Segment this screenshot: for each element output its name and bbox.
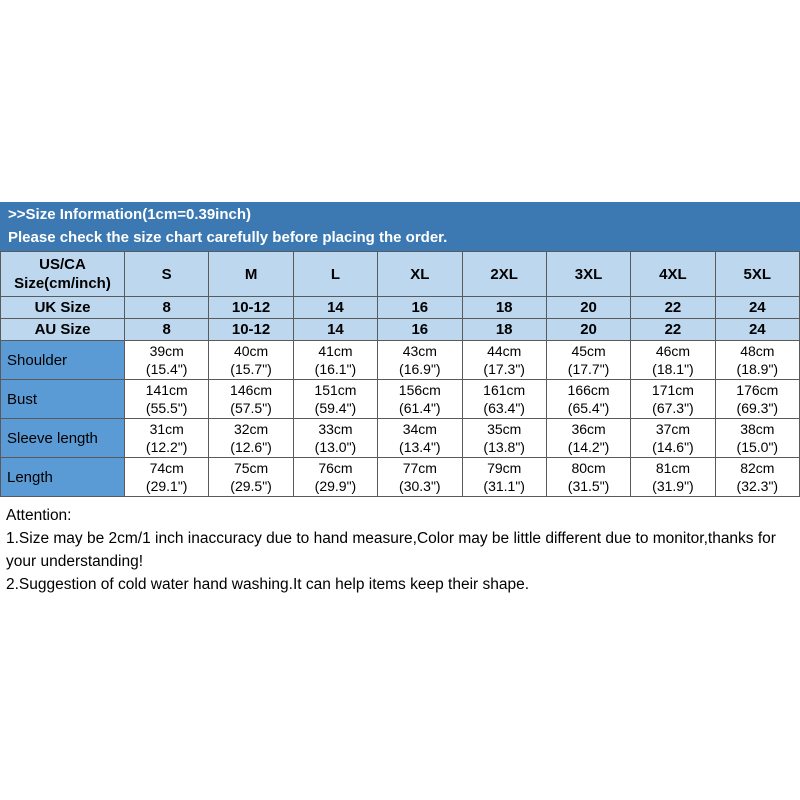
measurement-cm: 81cm bbox=[655, 460, 691, 476]
measurement-cell bbox=[546, 458, 630, 497]
au-size-row bbox=[1, 319, 800, 341]
measurement-inch: (18.9") bbox=[736, 361, 779, 377]
measurement-cell bbox=[209, 380, 293, 419]
size-col-header: XL bbox=[378, 252, 462, 297]
measurement-cell bbox=[631, 380, 715, 419]
measurement-inch: (29.9") bbox=[314, 478, 357, 494]
measurement-cell bbox=[631, 458, 715, 497]
banner-title: >>Size Information(1cm=0.39inch) bbox=[8, 206, 251, 223]
au-size-cell: 16 bbox=[378, 319, 462, 341]
measurement-inch: (67.3") bbox=[652, 400, 694, 416]
table-row-sleeve-length bbox=[1, 419, 800, 458]
measurement-label: Shoulder bbox=[1, 341, 125, 380]
measurement-cm: 151cm bbox=[314, 382, 357, 398]
measurement-inch: (31.1") bbox=[483, 478, 525, 494]
attention-title: Attention: bbox=[6, 507, 72, 524]
measurement-cell bbox=[546, 419, 630, 458]
measurement-cm: 41cm bbox=[318, 343, 353, 359]
measurement-cm: 141cm bbox=[145, 382, 188, 398]
measurement-label: Sleeve length bbox=[1, 419, 125, 458]
measurement-cell bbox=[293, 341, 377, 380]
measurement-label: Length bbox=[1, 458, 125, 497]
measurement-inch: (17.7") bbox=[567, 361, 610, 377]
measurement-cm: 44cm bbox=[487, 343, 522, 359]
measurement-inch: (69.3") bbox=[736, 400, 779, 416]
measurement-inch: (31.5") bbox=[567, 478, 610, 494]
size-col-header: M bbox=[209, 252, 293, 297]
measurement-inch: (18.1") bbox=[652, 361, 694, 377]
uk-size-row bbox=[1, 297, 800, 319]
size-col-header: 3XL bbox=[546, 252, 630, 297]
measurement-cm: 33cm bbox=[318, 421, 353, 437]
corner-line1: US/CA bbox=[39, 256, 86, 273]
table-row-bust bbox=[1, 380, 800, 419]
measurement-inch: (16.9") bbox=[399, 361, 441, 377]
measurement-inch: (32.3") bbox=[736, 478, 779, 494]
au-size-cell: 24 bbox=[715, 319, 799, 341]
measurement-cell bbox=[378, 341, 462, 380]
measurement-cm: 156cm bbox=[398, 382, 441, 398]
corner-header bbox=[1, 252, 125, 297]
measurement-cm: 176cm bbox=[736, 382, 779, 398]
measurement-cell bbox=[715, 458, 799, 497]
measurement-cell bbox=[378, 419, 462, 458]
measurement-cell bbox=[125, 419, 209, 458]
measurement-inch: (13.0") bbox=[314, 439, 357, 455]
measurement-cm: 74cm bbox=[149, 460, 184, 476]
measurement-cm: 32cm bbox=[233, 421, 269, 437]
measurement-cell bbox=[125, 341, 209, 380]
measurement-cell bbox=[462, 341, 546, 380]
measurement-inch: (15.4") bbox=[145, 361, 188, 377]
measurement-inch: (14.6") bbox=[652, 439, 694, 455]
measurement-cm: 75cm bbox=[233, 460, 269, 476]
measurement-inch: (15.0") bbox=[736, 439, 779, 455]
measurement-cm: 48cm bbox=[740, 343, 775, 359]
measurement-cm: 146cm bbox=[230, 382, 273, 398]
uk-size-cell: 16 bbox=[378, 297, 462, 319]
measurement-cell bbox=[462, 380, 546, 419]
measurement-cell bbox=[546, 380, 630, 419]
size-col-header: 5XL bbox=[715, 252, 799, 297]
measurement-cm: 34cm bbox=[402, 421, 437, 437]
measurement-cell bbox=[715, 419, 799, 458]
uk-size-cell: 10-12 bbox=[209, 297, 293, 319]
au-size-cell: 22 bbox=[631, 319, 715, 341]
table-row-length bbox=[1, 458, 800, 497]
measurement-cell bbox=[378, 458, 462, 497]
measurement-inch: (55.5") bbox=[145, 400, 188, 416]
measurement-cell bbox=[631, 419, 715, 458]
measurement-cell bbox=[209, 458, 293, 497]
uk-size-cell: 14 bbox=[293, 297, 377, 319]
measurement-cm: 161cm bbox=[483, 382, 526, 398]
measurement-inch: (13.8") bbox=[483, 439, 525, 455]
au-size-cell: 8 bbox=[125, 319, 209, 341]
measurement-cell bbox=[462, 458, 546, 497]
size-col-header: L bbox=[293, 252, 377, 297]
uk-size-cell: 18 bbox=[462, 297, 546, 319]
au-size-cell: 20 bbox=[546, 319, 630, 341]
measurement-cell bbox=[293, 458, 377, 497]
table-header-row bbox=[1, 252, 800, 297]
uk-size-label: UK Size bbox=[1, 297, 125, 319]
measurement-inch: (13.4") bbox=[399, 439, 441, 455]
measurement-cm: 46cm bbox=[655, 343, 691, 359]
measurement-cell bbox=[125, 380, 209, 419]
measurement-inch: (29.1") bbox=[145, 478, 188, 494]
au-size-cell: 10-12 bbox=[209, 319, 293, 341]
measurement-inch: (16.1") bbox=[314, 361, 357, 377]
attention-notes bbox=[0, 497, 800, 596]
measurement-cm: 35cm bbox=[487, 421, 522, 437]
measurement-inch: (31.9") bbox=[652, 478, 694, 494]
measurement-inch: (30.3") bbox=[399, 478, 441, 494]
uk-size-cell: 20 bbox=[546, 297, 630, 319]
measurement-cell bbox=[293, 380, 377, 419]
measurement-inch: (61.4") bbox=[399, 400, 441, 416]
measurement-cm: 43cm bbox=[402, 343, 437, 359]
measurement-inch: (65.4") bbox=[567, 400, 610, 416]
measurement-inch: (63.4") bbox=[483, 400, 525, 416]
banner bbox=[0, 202, 800, 251]
size-col-header: S bbox=[125, 252, 209, 297]
measurement-cell bbox=[378, 380, 462, 419]
uk-size-cell: 8 bbox=[125, 297, 209, 319]
measurement-cm: 37cm bbox=[655, 421, 691, 437]
measurement-cm: 36cm bbox=[571, 421, 606, 437]
top-whitespace bbox=[0, 0, 800, 202]
measurement-label: Bust bbox=[1, 380, 125, 419]
measurement-cm: 40cm bbox=[233, 343, 269, 359]
au-size-cell: 14 bbox=[293, 319, 377, 341]
measurement-cell bbox=[209, 419, 293, 458]
measurement-cell bbox=[546, 341, 630, 380]
measurement-cm: 45cm bbox=[571, 343, 606, 359]
measurement-cell bbox=[715, 341, 799, 380]
uk-size-cell: 22 bbox=[631, 297, 715, 319]
size-col-header: 4XL bbox=[631, 252, 715, 297]
measurement-cm: 31cm bbox=[149, 421, 184, 437]
size-col-header: 2XL bbox=[462, 252, 546, 297]
measurement-inch: (15.7") bbox=[230, 361, 272, 377]
measurement-cell bbox=[293, 419, 377, 458]
measurement-inch: (17.3") bbox=[483, 361, 525, 377]
measurement-cm: 39cm bbox=[149, 343, 184, 359]
au-size-cell: 18 bbox=[462, 319, 546, 341]
table-row-shoulder bbox=[1, 341, 800, 380]
uk-size-cell: 24 bbox=[715, 297, 799, 319]
measurement-inch: (12.2") bbox=[145, 439, 188, 455]
measurement-inch: (12.6") bbox=[230, 439, 272, 455]
measurement-cm: 166cm bbox=[567, 382, 610, 398]
measurement-cell bbox=[125, 458, 209, 497]
measurement-cell bbox=[715, 380, 799, 419]
measurement-inch: (57.5") bbox=[230, 400, 272, 416]
banner-subtitle: Please check the size chart carefully before placing the order. bbox=[8, 229, 448, 246]
measurement-cell bbox=[462, 419, 546, 458]
measurement-cm: 77cm bbox=[402, 460, 437, 476]
corner-line2: Size(cm/inch) bbox=[14, 275, 111, 292]
measurement-cell bbox=[209, 341, 293, 380]
measurement-inch: (59.4") bbox=[314, 400, 357, 416]
au-size-label: AU Size bbox=[1, 319, 125, 341]
measurement-inch: (14.2") bbox=[567, 439, 610, 455]
measurement-cm: 79cm bbox=[487, 460, 522, 476]
measurement-cm: 82cm bbox=[740, 460, 775, 476]
measurement-cm: 76cm bbox=[318, 460, 353, 476]
size-table bbox=[0, 251, 800, 497]
measurement-cm: 171cm bbox=[651, 382, 694, 398]
measurement-inch: (29.5") bbox=[230, 478, 272, 494]
measurement-cm: 80cm bbox=[571, 460, 606, 476]
measurement-cell bbox=[631, 341, 715, 380]
measurement-cm: 38cm bbox=[740, 421, 775, 437]
attention-note-1: 1.Size may be 2cm/1 inch inaccuracy due to hand measure,Color may be little different due to monitor,thanks for your understanding! bbox=[6, 530, 776, 570]
attention-note-2: 2.Suggestion of cold water hand washing.It can help items keep their shape. bbox=[6, 576, 530, 593]
